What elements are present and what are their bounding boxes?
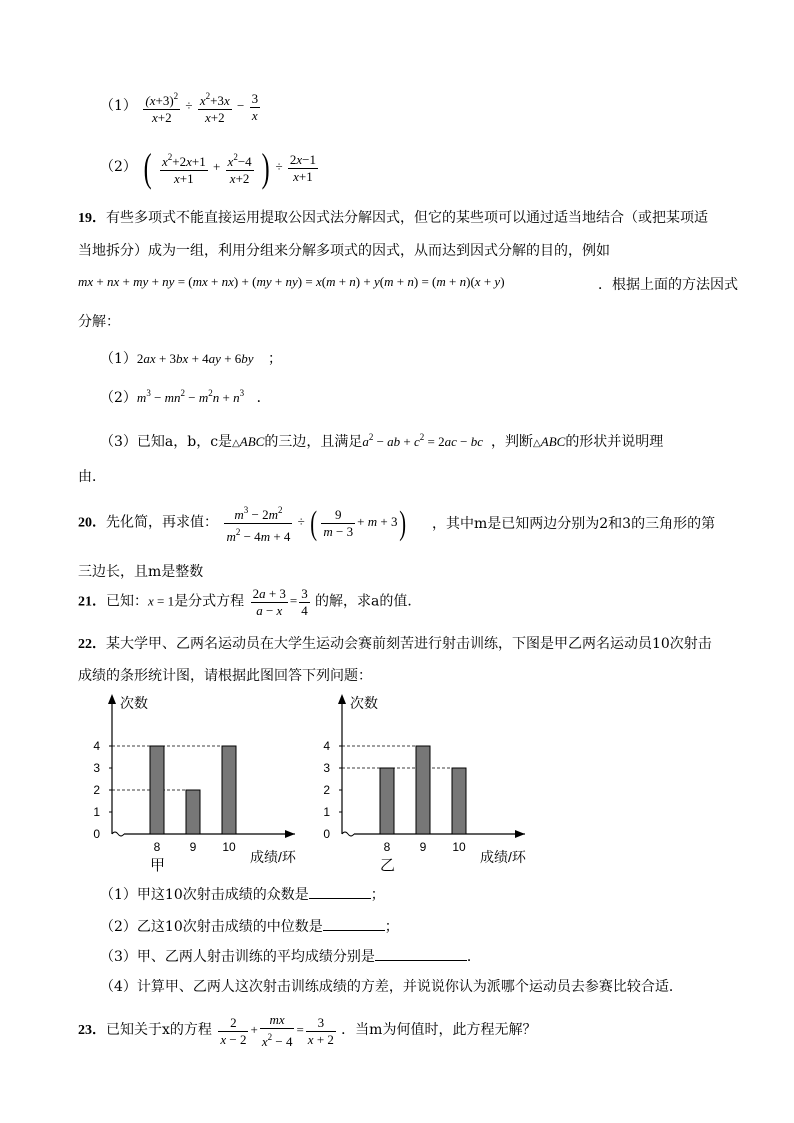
- chart-jia: [93, 694, 297, 874]
- q19-part3-label: （3）已知a，b，c是: [100, 434, 233, 450]
- q23-tail: ．当m为何值时，此方程无解？: [341, 1021, 537, 1038]
- q21-equation: $\frac{2a + 3}{a - x}$ = $\frac{3}{4}$: [252, 586, 308, 618]
- y-tick-label: 1: [323, 805, 330, 819]
- q19-part3-mid1: 的三边，且满足: [264, 434, 363, 450]
- q22-number: 22．: [78, 637, 106, 652]
- y-tick-label: 2: [323, 783, 330, 797]
- q19-part3-line2: 由．: [78, 469, 106, 485]
- q22-part1: [100, 884, 385, 904]
- q22-part3: [100, 946, 481, 966]
- q23-equation: $\frac{2}{x - 2}$ + $\frac{mx}{x^2 - 4}$ = $\frac{3}{x + 2}$: [220, 1012, 334, 1049]
- y-tick-label: 0: [323, 827, 330, 841]
- y-tick-label: 1: [93, 805, 100, 819]
- q19-part1-label: （1）: [100, 351, 137, 367]
- x-tick-label: 9: [189, 840, 197, 854]
- y-axis-arrow: [108, 694, 116, 704]
- y-tick-label: 3: [323, 761, 330, 775]
- q22-part3-tail: ．: [466, 949, 481, 965]
- y-axis-arrow: [338, 694, 346, 704]
- q19-number: 19．: [78, 211, 106, 226]
- x-axis-break: [112, 832, 124, 836]
- y-axis-label: 次数: [120, 695, 148, 711]
- q20-line1: [78, 502, 409, 545]
- q20-number: 20．: [78, 515, 106, 531]
- x-tick-label: 10: [452, 840, 466, 854]
- q22-line1: [78, 633, 712, 653]
- q18-part1-expression: $\frac{(x+3)^2}{x+2}$ ÷ $\frac{x^2+3x}{x+2}$ − $\frac{3}{x}$: [141, 98, 262, 113]
- q23-text1: 已知关于x的方程: [106, 1021, 212, 1038]
- q18-part2: [100, 145, 320, 190]
- q19-part2: [100, 387, 271, 407]
- q20-text2: 三边长，且m是整数: [78, 564, 204, 580]
- chart-name-label: 甲: [150, 857, 166, 874]
- x-tick-label: 9: [419, 840, 427, 854]
- x-axis-label: 成绩/环: [250, 849, 296, 865]
- q21-tail: 的解，求a的值．: [315, 593, 422, 610]
- chart-yi: [323, 694, 527, 874]
- q19-text3-tail: ．根据上面的方法因式: [598, 277, 738, 293]
- q19-part3: [100, 431, 663, 451]
- q21-number: 21．: [78, 594, 106, 610]
- q22-text2: 成绩的条形统计图，请根据此图回答下列问题：: [78, 668, 372, 684]
- q18-part2-label: （2）: [100, 158, 137, 175]
- q19-part2-label: （2）: [100, 390, 137, 406]
- q22-part2-text: （2）乙这10次射击成绩的中位数是: [100, 919, 323, 935]
- q19-part3-mid2: ，判断: [491, 434, 534, 450]
- x-axis-arrow: [285, 830, 295, 838]
- q23-number: 23．: [78, 1022, 106, 1038]
- x-tick-label: 10: [222, 840, 236, 854]
- x-axis-break: [342, 832, 354, 836]
- q18-part1: [100, 88, 262, 126]
- q20-expression: $\frac{m^3 - 2m^2}{m^2 - 4m + 4}$ ÷ ( $\frac{9}{m - 3}$ + m + 3): [222, 514, 408, 529]
- q21-mid: 是分式方程: [174, 593, 245, 610]
- q20-text1: 先化简，再求值：: [106, 514, 218, 531]
- q22-charts: [80, 690, 540, 880]
- q19-part1: [100, 348, 282, 368]
- q20-text1-tail: ，其中m是已知两边分别为2和3的三角形的第: [432, 516, 716, 532]
- q21-text1: 已知：: [106, 593, 148, 610]
- q19-text4: 分解：: [78, 314, 120, 330]
- x-axis-label: 成绩/环: [480, 849, 526, 865]
- y-tick-label: 0: [93, 827, 100, 841]
- bar: [452, 768, 466, 834]
- q22-text1: 某大学甲、乙两名运动员在大学生运动会赛前刻苦进行射击训练，下图是甲乙两名运动员10次射击: [106, 636, 712, 652]
- q22-part1-text: （1）甲这10次射击成绩的众数是: [100, 887, 309, 903]
- q19-line3: [78, 274, 505, 290]
- q19-part2-expression: $m^3 - mn^2 - m^2n + n^3$: [136, 388, 245, 405]
- q19-triangle-abc-2: △ABC: [533, 434, 566, 449]
- bar: [222, 746, 236, 834]
- q21-x-equals-1: x = 1: [148, 593, 175, 609]
- bar: [150, 746, 164, 834]
- q19-part1-tail: ；: [268, 351, 283, 367]
- q19-text2: 当地拆分）成为一组，利用分组来分解多项式的因式，从而达到因式分解的目的，例如: [78, 243, 610, 259]
- q19-part3-tail: 的形状并说明理: [565, 434, 664, 450]
- bar: [186, 790, 200, 834]
- q19-text1: 有些多项式不能直接运用提取公因式法分解因式，但它的某些项可以通过适当地结合（或把某项适: [106, 210, 708, 226]
- q19-line1: [78, 207, 708, 227]
- bar: [416, 746, 430, 834]
- q19-part3-condition: $a^2$ − ab + $c^2 = 2ac$ − bc: [362, 432, 484, 449]
- y-tick-label: 4: [323, 739, 330, 753]
- q18-part2-expression: ( $\frac{x^2+2x+1}{x+1}$ + $\frac{x^2-4}{x+2}$ ) ÷ $\frac{2x-1}{x+1}$: [144, 145, 317, 190]
- y-tick-label: 4: [93, 739, 100, 753]
- q19-part1-expression: 2ax + 3bx + 4ay + 6by: [136, 351, 254, 366]
- x-tick-label: 8: [153, 840, 161, 854]
- q22-part1-tail: ；: [370, 887, 385, 903]
- x-tick-label: 8: [383, 840, 391, 854]
- q22-part3-blank: [375, 946, 467, 961]
- x-axis-arrow: [515, 830, 525, 838]
- bar: [380, 768, 394, 834]
- y-axis-label: 次数: [350, 695, 378, 711]
- q22-part2-tail: ；: [384, 919, 399, 935]
- q22-part4: （4）计算甲、乙两人这次射击训练成绩的方差，并说说你认为派哪个运动员去参赛比较合适．: [100, 979, 683, 995]
- q19-example-expression: mx + nx + my + ny = (mx + nx) + (my + ny) = x(m + n) + y(m + n) = (m + n)(x + y): [78, 274, 505, 289]
- q18-part1-label: （1）: [100, 97, 137, 114]
- y-tick-label: 3: [93, 761, 100, 775]
- chart-name-label: 乙: [380, 857, 396, 874]
- q19-triangle-abc-1: △ABC: [232, 434, 265, 449]
- q19-part2-tail: ．: [256, 390, 271, 406]
- q22-part3-text: （3）甲、乙两人射击训练的平均成绩分别是: [100, 949, 375, 965]
- q22-part1-blank: [309, 884, 371, 899]
- q23-line: [78, 1012, 536, 1050]
- y-tick-label: 2: [93, 783, 100, 797]
- q22-part2: [100, 916, 399, 936]
- q21-line: [78, 586, 421, 619]
- q22-part2-blank: [323, 916, 385, 931]
